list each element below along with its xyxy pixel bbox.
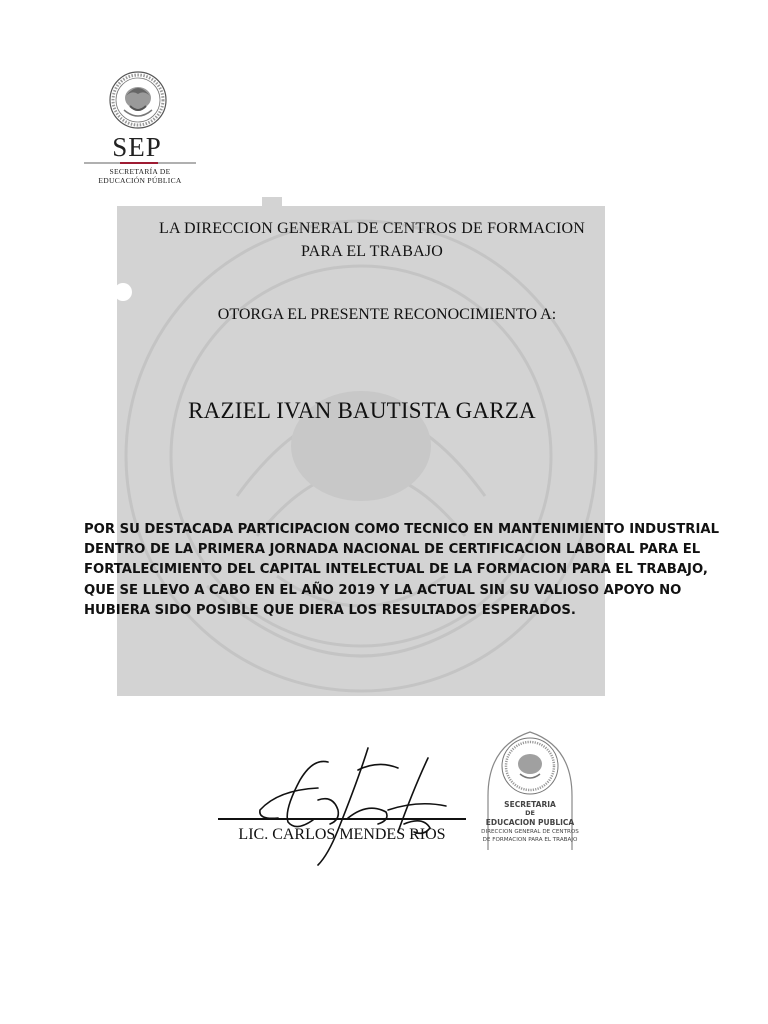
- signature-line: [218, 818, 466, 820]
- heading-line2: PARA EL TRABAJO: [301, 243, 443, 260]
- stamp-line2: DE: [525, 809, 535, 817]
- national-seal-icon: [108, 70, 168, 130]
- body-line: POR SU DESTACADA PARTICIPACION COMO TECNICO EN MANTENIMIENTO INDUSTRIAL: [84, 522, 719, 537]
- body-line: HUBIERA SIDO POSIBLE QUE DIERA LOS RESULTADOS ESPERADOS.: [84, 602, 576, 618]
- recipient-name: RAZIEL IVAN BAUTISTA GARZA: [188, 398, 536, 423]
- official-stamp: [480, 726, 580, 850]
- handwritten-signature: [218, 740, 478, 870]
- certificate-body: [84, 520, 719, 621]
- stamp-line5: DE FORMACION PARA EL TRABAJO: [482, 837, 578, 843]
- certificate-panel: [117, 206, 605, 696]
- sep-logo: [82, 70, 198, 186]
- logo-acronym: SEP: [112, 132, 162, 162]
- punch-hole: [114, 283, 132, 301]
- stamp-line4: DIRECCION GENERAL DE CENTROS: [481, 829, 579, 835]
- watermark-seal-icon: [117, 206, 605, 696]
- stamp-line1: SECRETARIA: [504, 800, 556, 809]
- logo-divider: [84, 162, 196, 164]
- body-line: QUE SE LLEVO A CABO EN EL AÑO 2019 Y LA ACTUAL SIN SU VALIOSO APOYO NO: [84, 582, 682, 598]
- stamp-line3: EDUCACION PUBLICA: [485, 818, 575, 827]
- signer-name: LIC. CARLOS MENDES RIOS: [238, 826, 446, 843]
- body-line: DENTRO DE LA PRIMERA JORNADA NACIONAL DE CERTIFICACION LABORAL PARA EL: [84, 542, 701, 558]
- grant-line: OTORGA EL PRESENTE RECONOCIMIENTO A:: [217, 306, 557, 323]
- logo-subtitle-line2: EDUCACIÓN PÚBLICA: [98, 176, 182, 185]
- body-line: FORTALECIMIENTO DEL CAPITAL INTELECTUAL DE LA FORMACION PARA EL TRABAJO,: [84, 562, 708, 578]
- logo-subtitle-line1: SECRETARÍA DE: [109, 167, 171, 176]
- heading-line1: LA DIRECCION GENERAL DE CENTROS DE FORMACION: [159, 220, 585, 237]
